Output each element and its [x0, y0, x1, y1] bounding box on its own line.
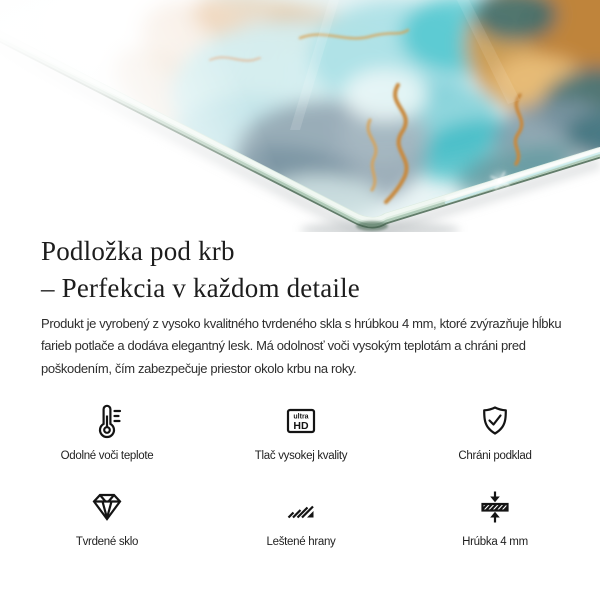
title-line-1: Podložka pod krb [41, 236, 235, 266]
title-line-2: – Perfekcia v každom detaile [41, 273, 360, 303]
feature-label: Leštené hrany [266, 536, 336, 548]
product-photo [0, 0, 600, 232]
thickness-press-icon [476, 488, 514, 526]
page-title [41, 233, 581, 307]
feature-label: Odolné voči teplote [60, 450, 154, 462]
feature-label: Tlač vysokej kvality [254, 450, 348, 462]
shield-check-icon [476, 402, 514, 440]
feature-thickness [398, 488, 592, 548]
ultra-hd-icon [282, 402, 320, 440]
polished-edges-icon [282, 488, 320, 526]
feature-heat-resistant [10, 402, 204, 462]
glass-panel-illustration [0, 0, 600, 232]
svg-text:HD: HD [293, 420, 309, 432]
feature-label: Hrúbka 4 mm [462, 536, 528, 548]
product-description [41, 313, 586, 380]
feature-label: Tvrdené sklo [75, 536, 139, 548]
feature-label: Chráni podklad [458, 450, 532, 462]
svg-text:ultra: ultra [293, 413, 309, 421]
description-line: poškodením, čím zabezpečuje priestor okolo krbu na roky. [41, 360, 357, 376]
feature-print-quality [204, 402, 398, 462]
description-line: farieb potlače a dodáva elegantný lesk. Má odolnosť voči vysokým teplotám a chráni pred [41, 338, 526, 354]
thermometer-icon [88, 402, 126, 440]
description-line: Produkt je vyrobený z vysoko kvalitného tvrdeného skla s hrúbkou 4 mm, ktoré zvýrazňuje hĺbku [41, 316, 562, 331]
diamond-icon [88, 488, 126, 526]
feature-polished-edges [204, 488, 398, 548]
white-fade-overlay [0, 0, 400, 232]
feature-protects-surface [398, 402, 592, 462]
feature-grid [10, 402, 592, 548]
feature-tempered-glass [10, 488, 204, 548]
